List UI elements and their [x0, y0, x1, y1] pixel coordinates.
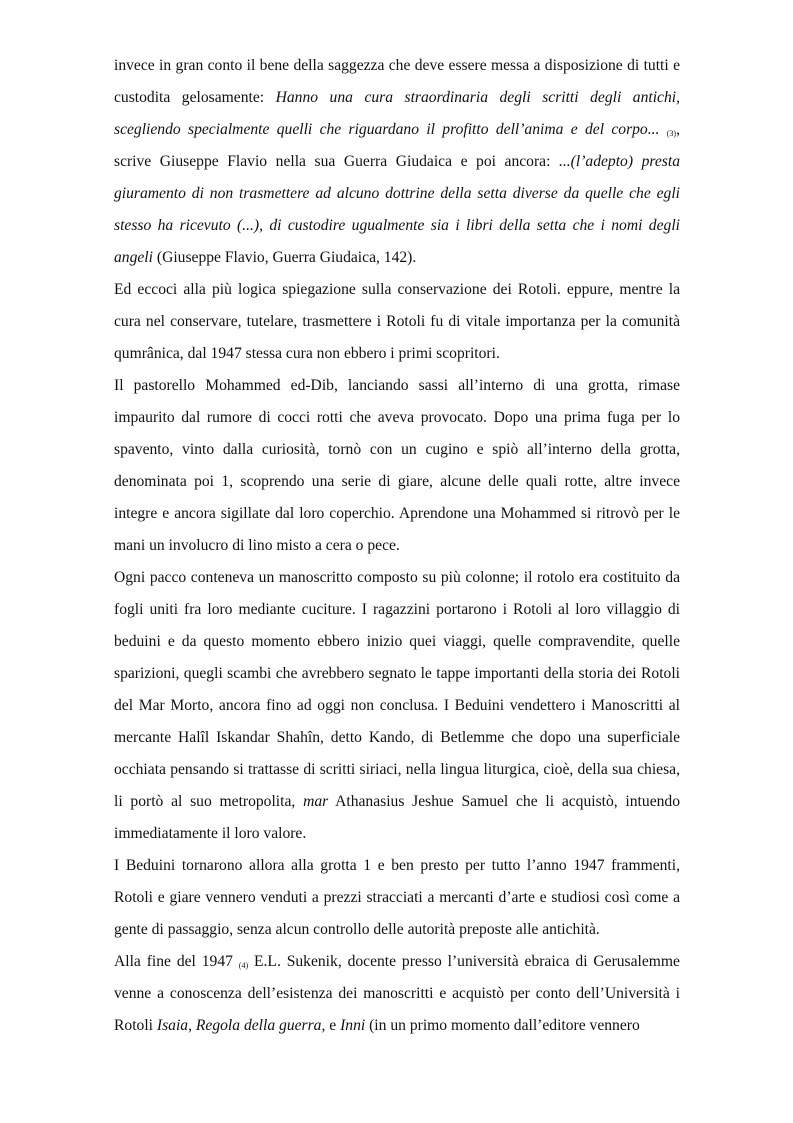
italic-text: ...(l’adepto) presta giuramento di non trasmettere ad alcuno dottrine della setta diverse da quelle che egli stesso ha ricevuto (...), di custodire ugualmente sia i libri della setta che i nomi degli angeli [114, 153, 680, 266]
text-run: Athanasius Jeshue Samuel che li acquistò, intuendo immediatamente il loro valore. [114, 793, 681, 842]
text-run: e [325, 1017, 341, 1034]
text-run: Ed eccoci alla più logica spiegazione sulla conservazione dei Rotoli. eppure, mentre la cura nel conservare, tutelare, trasmettere i Rotoli fu di vitale importanza per la comunità qumrânica, dal 1947 stessa cura non ebbero i primi scopritori. [114, 281, 680, 362]
paragraph-p3 [114, 370, 680, 562]
text-run: I Beduini tornarono allora alla grotta 1 e ben presto per tutto l’anno 1947 frammenti, Rotoli e giare vennero venduti a prezzi stracciati a mercanti d’arte e studiosi così come a gente di passaggio, senza alcun controllo delle autorità preposte alle antichità. [114, 857, 680, 938]
footnote-ref: (3) [666, 129, 677, 138]
paragraph-p2 [114, 274, 680, 370]
text-run: (in un primo momento dall’editore vennero [365, 1017, 640, 1034]
document-page [114, 50, 680, 1042]
footnote-ref: (4) [238, 961, 249, 970]
paragraph-p4 [114, 562, 680, 850]
text-run: Il pastorello Mohammed ed-Dib, lanciando sassi all’interno di una grotta, rimase impaurito dal rumore di cocci rotti che aveva provocato. Dopo una prima fuga per lo spavento, vinto dalla curiosità, tornò con un cugino e spiò all’interno della grotta, denominata poi 1, scoprendo una serie di giare, alcune delle quali rotte, altre invece integre e ancora sigillate dal loro coperchio. Aprendone una Mohammed si ritrovò per le mani un involucro di lino misto a cera o pece. [114, 377, 680, 554]
text-run: invece in gran conto il bene della saggezza che deve essere messa a disposizione di tutti e custodita gelosamente: [114, 57, 680, 106]
text-run [659, 121, 666, 138]
text-run: (Giuseppe Flavio, Guerra Giudaica, 142). [152, 249, 417, 266]
paragraph-p5 [114, 850, 680, 946]
italic-text: Isaia, Regola della guerra, [156, 1017, 326, 1034]
text-run: Ogni pacco conteneva un manoscritto composto su più colonne; il rotolo era costituito da fogli uniti fra loro mediante cuciture. I ragazzini portarono i Rotoli al loro villaggio di beduini e da questo momento ebbero inizio quei viaggi, quelle compravendite, quelle sparizioni, quegli scambi che avrebbero segnato le tappe importanti della storia dei Rotoli del Mar Morto, ancora fino ad oggi non conclusa. I Beduini vendettero i Manoscritti al mercante Halîl Iskandar Shahîn, detto Kando, di Betlemme che dopo una superficiale occhiata pensando si trattasse di scritti siriaci, nella lingua liturgica, cioè, della sua chiesa, li portò al suo metropolita, [114, 569, 680, 810]
text-run: , scrive Giuseppe Flavio nella sua Guerra Giudaica e poi ancora: [114, 121, 680, 170]
text-run: Alla fine del 1947 [114, 953, 239, 970]
text-run: E.L. Sukenik, docente presso l’università ebraica di Gerusalemme venne a conoscenza dell’esistenza dei manoscritti e acquistò per conto dell’Università i Rotoli [114, 953, 680, 1034]
paragraph-p1 [114, 50, 680, 274]
italic-text: mar [303, 793, 329, 810]
italic-text: Inni [340, 1017, 366, 1034]
paragraph-p6 [114, 946, 680, 1042]
italic-text: Hanno una cura straordinaria degli scritti degli antichi, scegliendo specialmente quelli che riguardano il profitto dell’anima e del corpo... [114, 89, 680, 138]
